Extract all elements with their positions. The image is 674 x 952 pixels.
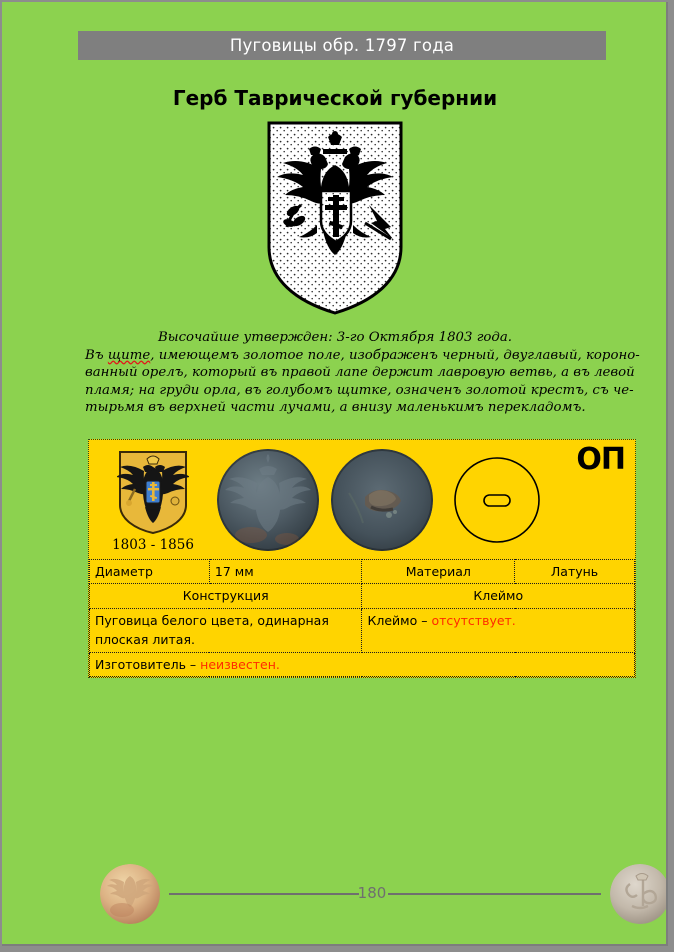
usage-period-label: 1803 - 1856: [112, 537, 194, 553]
value-maker: [90, 652, 635, 676]
value-material: Латунь: [515, 560, 635, 584]
page-number: 180: [357, 884, 387, 902]
header-construction: Конструкция: [90, 584, 362, 608]
misspelled-word: щите: [107, 347, 151, 363]
page-header-banner: [78, 31, 606, 60]
value-construction: Пуговица белого цвета, одинарная плоская литая.: [90, 608, 362, 652]
blazon-line-3: пламя; на груди орла, въ голубомъ щитке, означенъ золотой крестъ, съ че-: [85, 382, 634, 398]
label-material: Материал: [362, 560, 515, 584]
blazon-line-2: ванный орелъ, который въ правой лапе держит лавровую ветвь, а въ левой: [85, 365, 635, 381]
brass-button-decoration-icon: [100, 864, 160, 924]
hallmark-prefix: Клеймо –: [367, 612, 432, 628]
blazon-description: [85, 329, 640, 417]
section-title: Герб Таврической губернии: [172, 86, 498, 110]
label-diameter: Диаметр: [90, 560, 210, 584]
tauride-arms-shield-icon: [117, 449, 189, 535]
value-hallmark: [362, 608, 635, 652]
specimen-image-row: [89, 440, 635, 559]
op-mark-label: ОП: [576, 442, 625, 477]
table-row: [90, 652, 635, 676]
table-row: [90, 608, 635, 652]
value-diameter: 17 мм: [209, 560, 362, 584]
table-row: [90, 584, 635, 608]
blazon-line-1: Въ щите, имеющемъ золотое поле, изображенъ черный, двуглавый, короно-: [85, 347, 640, 363]
header-hallmark: Клеймо: [362, 584, 635, 608]
button-obverse-photo: [217, 449, 319, 551]
footer-rule-right: [388, 893, 601, 895]
coat-of-arms-engraving: [265, 119, 405, 317]
page-footer: [2, 864, 668, 930]
button-shank-schematic: [451, 454, 543, 546]
blazon-line-4: тырьмя въ верхней части лучами, а внизу маленькимъ перекладомъ.: [85, 400, 586, 416]
page-header-title: Пуговицы обр. 1797 года: [229, 36, 455, 55]
maker-prefix: Изготовитель –: [95, 656, 201, 672]
table-row: [90, 560, 635, 584]
maker-value: неизвестен.: [200, 656, 280, 672]
hallmark-value: отсутствует.: [431, 612, 516, 628]
button-reverse-photo: [331, 449, 433, 551]
document-page: [2, 2, 668, 946]
silver-monogram-button-decoration-icon: [610, 864, 668, 924]
specimen-specs-table: [89, 559, 635, 677]
blazon-line-approval: Высочайше утвержден: 3-го Октября 1803 года.: [157, 330, 513, 345]
footer-rule-left: [169, 893, 359, 895]
button-specimen-card: [88, 439, 636, 678]
